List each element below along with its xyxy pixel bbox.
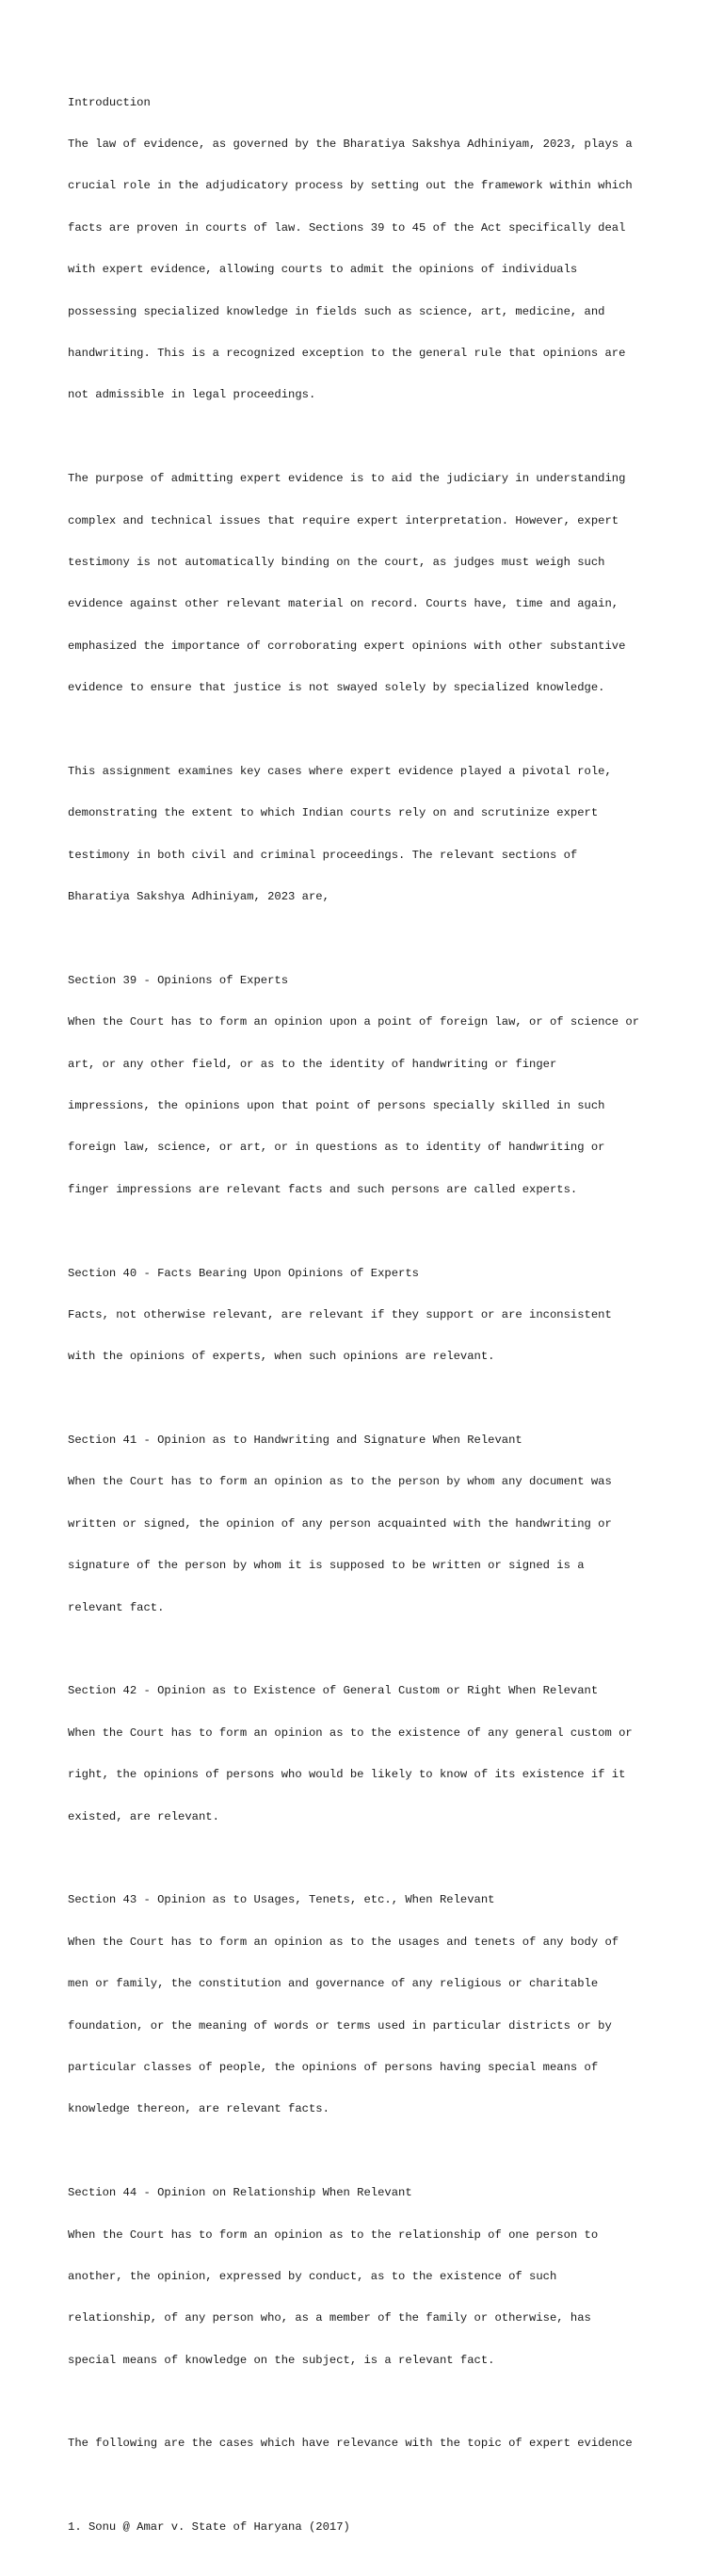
- section-line: foreign law, science, or art, or in questions as to identity of handwriting or: [68, 1141, 605, 1155]
- case-title: 1. Sonu @ Amar v. State of Haryana (2017): [68, 2520, 350, 2535]
- section-line: foundation, or the meaning of words or terms used in particular districts or by: [68, 2018, 612, 2033]
- section-44: [68, 2159, 670, 2396]
- section-heading: Section 40 - Facts Bearing Upon Opinions of Experts: [68, 1266, 419, 1280]
- purpose-line: complex and technical issues that require expert interpretation. However, expert: [68, 513, 619, 527]
- section-heading: Section 43 - Opinion as to Usages, Tenets, etc., When Relevant: [68, 1893, 495, 1907]
- purpose-line: evidence to ensure that justice is not swayed solely by specialized knowledge.: [68, 681, 605, 695]
- assignment-paragraph: [68, 737, 670, 932]
- intro-line: facts are proven in courts of law. Sections 39 to 45 of the Act specifically deal: [68, 220, 626, 235]
- section-heading: Section 44 - Opinion on Relationship When Relevant: [68, 2186, 412, 2200]
- section-line: signature of the person by whom it is supposed to be written or signed is a: [68, 1559, 585, 1573]
- section-line: finger impressions are relevant facts and such persons are called experts.: [68, 1182, 578, 1196]
- section-line: knowledge thereon, are relevant facts.: [68, 2102, 329, 2116]
- purpose-line: The purpose of admitting expert evidence is to aid the judiciary in understanding: [68, 472, 626, 486]
- intro-line: The law of evidence, as governed by the Bharatiya Sakshya Adhiniyam, 2023, plays a: [68, 137, 633, 151]
- section-40: [68, 1239, 670, 1392]
- section-line: art, or any other field, or as to the identity of handwriting or finger: [68, 1057, 557, 1071]
- section-line: with the opinions of experts, when such opinions are relevant.: [68, 1350, 495, 1364]
- section-heading: Section 42 - Opinion as to Existence of General Custom or Right When Relevant: [68, 1684, 599, 1698]
- intro-line: with expert evidence, allowing courts to admit the opinions of individuals: [68, 263, 578, 277]
- section-heading: Section 41 - Opinion as to Handwriting and Signature When Relevant: [68, 1434, 522, 1448]
- first-case-paragraph: [68, 2493, 670, 2563]
- intro-line: not admissible in legal proceedings.: [68, 388, 316, 402]
- section-line: particular classes of people, the opinions of persons having special means of: [68, 2060, 599, 2074]
- intro-line: handwriting. This is a recognized exception to the general rule that opinions are: [68, 346, 626, 360]
- section-line: relationship, of any person who, as a member of the family or otherwise, has: [68, 2311, 591, 2325]
- section-line: When the Court has to form an opinion as to the relationship of one person to: [68, 2228, 599, 2242]
- section-43: [68, 1866, 670, 2145]
- cases-intro-line: The following are the cases which have relevance with the topic of expert evidence: [68, 2437, 633, 2451]
- section-line: When the Court has to form an opinion upon a point of foreign law, or of science or: [68, 1015, 640, 1029]
- section-line: existed, are relevant.: [68, 1809, 219, 1823]
- section-39: [68, 946, 670, 1224]
- document-page: [68, 68, 670, 2576]
- intro-heading: Introduction: [68, 95, 151, 109]
- section-line: Facts, not otherwise relevant, are relevant if they support or are inconsistent: [68, 1307, 612, 1321]
- section-line: When the Court has to form an opinion as to the usages and tenets of any body of: [68, 1935, 619, 1949]
- section-line: impressions, the opinions upon that point of persons specially skilled in such: [68, 1098, 605, 1112]
- section-line: relevant fact.: [68, 1600, 165, 1614]
- section-line: men or family, the constitution and governance of any religious or charitable: [68, 1977, 599, 1991]
- purpose-line: emphasized the importance of corroborating expert opinions with other substantive: [68, 639, 626, 653]
- purpose-line: evidence against other relevant material on record. Courts have, time and again,: [68, 597, 619, 611]
- assignment-line: This assignment examines key cases where expert evidence played a pivotal role,: [68, 764, 612, 778]
- section-line: When the Court has to form an opinion as to the existence of any general custom or: [68, 1725, 633, 1740]
- section-line: special means of knowledge on the subject, is a relevant fact.: [68, 2353, 495, 2367]
- section-41: [68, 1406, 670, 1644]
- section-42: [68, 1657, 670, 1852]
- intro-line: crucial role in the adjudicatory process by setting out the framework within which: [68, 179, 633, 193]
- section-line: right, the opinions of persons who would be likely to know of its existence if it: [68, 1768, 626, 1782]
- purpose-paragraph: [68, 445, 670, 723]
- intro-line: possessing specialized knowledge in fields such as science, art, medicine, and: [68, 304, 605, 318]
- intro-paragraph: [68, 68, 670, 430]
- assignment-line: Bharatiya Sakshya Adhiniyam, 2023 are,: [68, 890, 329, 904]
- section-line: another, the opinion, expressed by conduct, as to the existence of such: [68, 2269, 557, 2283]
- section-heading: Section 39 - Opinions of Experts: [68, 973, 289, 987]
- section-line: written or signed, the opinion of any person acquainted with the handwriting or: [68, 1516, 612, 1531]
- assignment-line: testimony in both civil and criminal proceedings. The relevant sections of: [68, 848, 578, 862]
- cases-intro-paragraph: [68, 2409, 670, 2479]
- purpose-line: testimony is not automatically binding on the court, as judges must weigh such: [68, 555, 605, 569]
- assignment-line: demonstrating the extent to which Indian courts rely on and scrutinize expert: [68, 806, 599, 820]
- section-line: When the Court has to form an opinion as to the person by whom any document was: [68, 1475, 612, 1489]
